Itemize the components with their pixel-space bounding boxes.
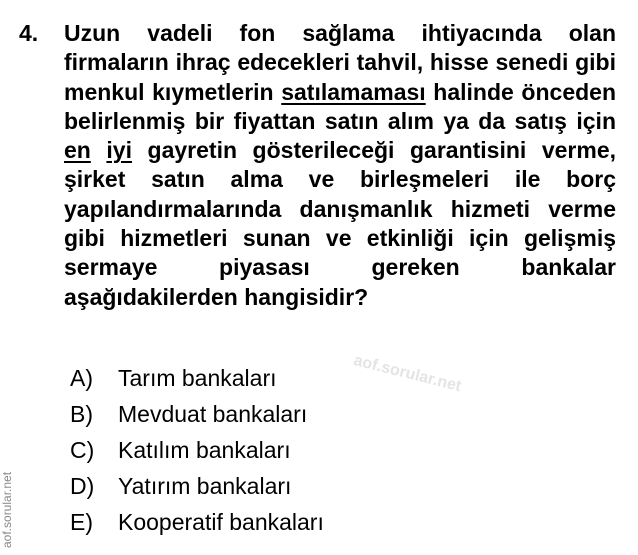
watermark-side: aof.sorular.net [0,471,14,548]
stem-text-3: gayretin gösterileceği garantisini verme, şirket satın alma ve birleşmeleri ile borç yapılandırmalarında danışmanlık hizmeti verme gibi hizmetleri sunan ve etkinliği için gelişmiş sermaye piyasası gereken bankalar aşağıdakilerden hangisidir? [64,137,617,310]
stem-underlined-satilamamasi: satılamaması [281,78,426,105]
option-a[interactable] [70,360,324,396]
answer-options [70,360,324,540]
watermark-center: aof.sorular.net [351,352,463,396]
stem-text-1: Uzun vadeli fon sağlama ihtiyacında olan firmaların ihraç edecekleri tahvil, hisse senedi gibi menkul kıymetlerin [64,20,616,105]
question-stem [64,19,616,312]
option-b[interactable] [70,396,324,432]
stem-underlined-iyi: iyi [106,137,132,164]
option-letter: D) [70,473,95,499]
option-e[interactable] [70,504,324,540]
stem-underlined-en: en [64,137,91,164]
option-text: Yatırım bankaları [118,473,292,499]
option-letter: B) [70,401,93,427]
option-letter: A) [70,365,93,391]
option-c[interactable] [70,432,324,468]
option-letter: C) [70,437,95,463]
stem-space [91,137,107,163]
stem-text-2: halinde önceden belirlenmiş bir fiyattan satın alım ya da satış için [64,78,616,134]
option-text: Mevduat bankaları [118,401,308,427]
option-text: Tarım bankaları [118,365,277,391]
option-text: Katılım bankaları [118,437,291,463]
question-number: 4. [19,20,39,46]
option-d[interactable] [70,468,324,504]
option-text: Kooperatif bankaları [118,509,324,535]
option-letter: E) [70,509,93,535]
